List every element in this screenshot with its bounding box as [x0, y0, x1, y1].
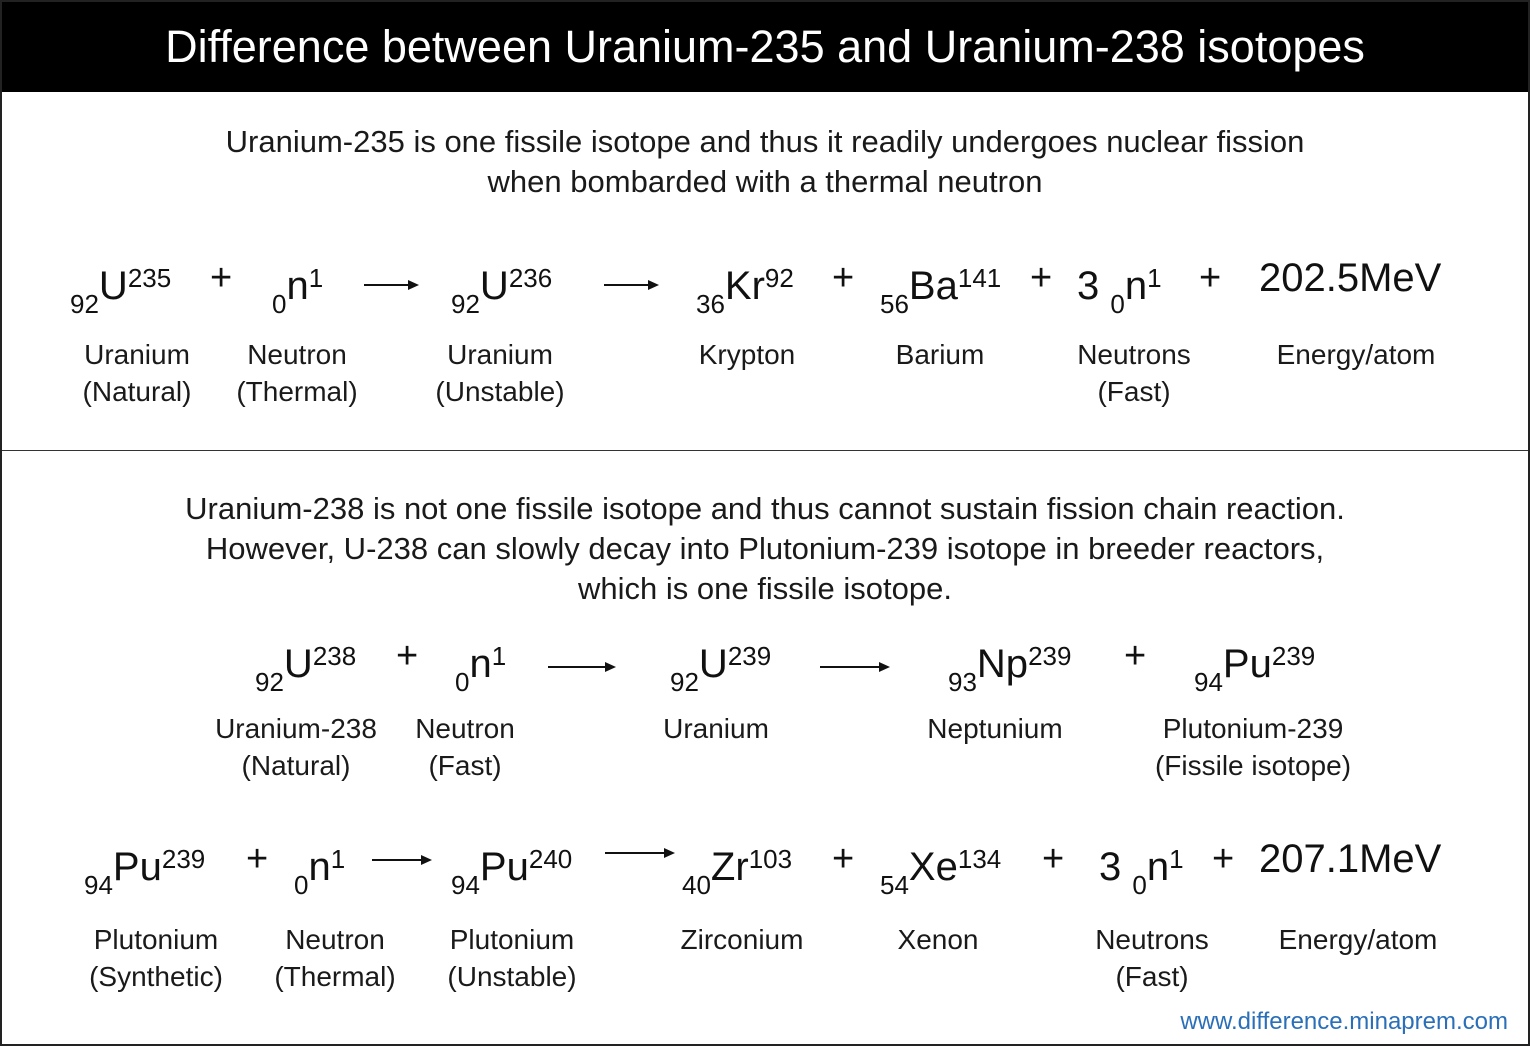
plus-sign: + — [246, 838, 269, 880]
reaction-arrow-icon — [548, 660, 616, 674]
species-label: Neutrons (Fast) — [1077, 339, 1191, 407]
eq1-uranium-235: $_{92}U^{235}$ — [70, 263, 172, 319]
species-label: Plutonium (Unstable) — [447, 924, 577, 992]
watermark-link[interactable]: www.difference.minaprem.com — [1180, 1008, 1508, 1035]
u238-description-line: However, U-238 can slowly decay into Plutonium-239 isotope in breeder reactors, — [205, 531, 1325, 566]
u238-description-line: which is one fissile isotope. — [578, 571, 952, 606]
species-label: Neutron (Fast) — [415, 713, 515, 781]
u235-description-line: when bombarded with a thermal neutron — [487, 164, 1043, 199]
page-title: Difference between Uranium-235 and Uranium-238 isotopes — [165, 21, 1365, 72]
eq1-uranium-236: $_{92}U^{236}$ — [451, 263, 553, 319]
species-label: Xenon — [897, 924, 979, 955]
plus-sign: + — [1030, 257, 1053, 299]
species-label: Energy/atom — [1278, 924, 1438, 955]
reaction-arrow-icon — [605, 846, 675, 860]
eq1-energy: 202.5MeV — [1259, 256, 1442, 300]
species-label: Neptunium — [927, 713, 1063, 744]
species-label: Krypton — [698, 339, 796, 370]
eq3-xenon: $_{54}Xe^{134}$ — [880, 844, 1002, 900]
species-label: Barium — [895, 339, 985, 370]
reaction-arrow-icon — [364, 278, 419, 292]
species-label: Zirconium — [680, 924, 804, 955]
plus-sign: + — [1212, 838, 1235, 880]
eq1-thermal-neutron: $_0n^1$ — [272, 263, 324, 319]
eq2-neptunium: $_{93}Np^{239}$ — [948, 641, 1072, 697]
eq3-energy: 207.1MeV — [1259, 837, 1442, 881]
eq2-uranium-238: $_{92}U^{238}$ — [255, 641, 357, 697]
eq3-plutonium-240: $_{94}Pu^{240}$ — [451, 844, 573, 900]
title-bar — [2, 2, 1528, 92]
eq2-uranium-239: $_{92}U^{239}$ — [670, 641, 772, 697]
eq1-barium: $_{56}Ba^{141}$ — [880, 263, 1002, 319]
reaction-arrow-icon — [820, 660, 890, 674]
plus-sign: + — [1124, 635, 1147, 677]
species-label: Uranium — [663, 713, 769, 744]
reaction-arrow-icon — [604, 278, 659, 292]
species-label: Uranium (Natural) — [82, 339, 192, 407]
u238-description — [2, 489, 1528, 609]
species-label: Plutonium (Synthetic) — [89, 924, 223, 992]
eq3-zirconium: $_{40}Zr^{103}$ — [682, 844, 793, 900]
species-label: Uranium (Unstable) — [435, 339, 565, 407]
eq2-fast-neutron: $_0n^1$ — [455, 641, 507, 697]
plus-sign: + — [1042, 838, 1065, 880]
eq1-krypton: $_{36}Kr^{92}$ — [696, 263, 794, 319]
eq3-fast-neutrons: 3 $_0n^1$ — [1099, 844, 1184, 900]
species-label: Neutron (Thermal) — [236, 339, 358, 407]
species-label: Uranium-238 (Natural) — [215, 713, 377, 781]
section-divider — [2, 450, 1528, 451]
eq1-fast-neutrons: 3 $_0n^1$ — [1077, 263, 1162, 319]
species-label: Neutrons (Fast) — [1095, 924, 1209, 992]
plus-sign: + — [396, 635, 419, 677]
u235-description — [2, 122, 1528, 202]
eq3-thermal-neutron: $_0n^1$ — [294, 844, 346, 900]
species-label: Plutonium-239 (Fissile isotope) — [1154, 713, 1352, 781]
species-label: Neutron (Thermal) — [274, 924, 396, 992]
eq2-plutonium-239: $_{94}Pu^{239}$ — [1194, 641, 1316, 697]
species-label: Energy/atom — [1276, 339, 1436, 370]
plus-sign: + — [1199, 257, 1222, 299]
u238-description-line: Uranium-238 is not one fissile isotope and thus cannot sustain fission chain reaction. — [185, 491, 1345, 526]
plus-sign: + — [832, 257, 855, 299]
reaction-arrow-icon — [372, 853, 432, 867]
plus-sign: + — [210, 257, 233, 299]
plus-sign: + — [832, 838, 855, 880]
u235-description-line: Uranium-235 is one fissile isotope and thus it readily undergoes nuclear fission — [225, 124, 1305, 159]
eq3-plutonium-239: $_{94}Pu^{239}$ — [84, 844, 206, 900]
